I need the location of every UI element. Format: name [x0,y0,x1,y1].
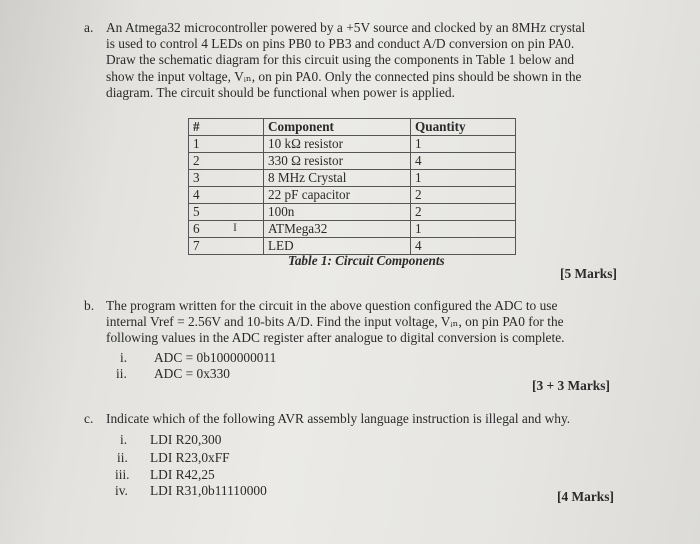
table-cell-quantity: 1 [411,136,516,153]
item-text: LDI R23,0xFF [150,450,230,465]
table-cell-quantity: 1 [411,170,516,187]
table-cell-number: 2 [189,153,264,170]
table-cell-quantity: 4 [411,238,516,255]
table-row [189,136,516,153]
item-text: ADC = 0b1000000011 [154,350,277,365]
table-cell-number: 6 [189,221,264,238]
question-c-marks: [4 Marks] [557,489,614,504]
table-row [189,153,516,170]
item-number: ii. [117,450,128,465]
question-a-marks: [5 Marks] [560,266,617,281]
question-c-line: Indicate which of the following AVR assembly language instruction is illegal and why. [106,411,571,426]
components-table [188,118,516,255]
item-text: LDI R20,300 [150,432,222,447]
table-row [189,204,516,221]
question-b-line: The program written for the circuit in the above question configured the ADC to use [106,298,558,313]
table-header-number: # [189,119,264,136]
table-cell-quantity: 2 [411,204,516,221]
table-cell-component: 330 Ω resistor [264,153,411,170]
question-b-marks: [3 + 3 Marks] [532,378,610,393]
table-cell-quantity: 4 [411,153,516,170]
table-cell-number: 3 [189,170,264,187]
table-cell-number: 5 [189,204,264,221]
question-a-line: An Atmega32 microcontroller powered by a +5V source and clocked by an 8MHz crystal [106,20,586,35]
table-cell-number: 7 [189,238,264,255]
text-cursor-icon: I [233,220,237,234]
table-caption: Table 1: Circuit Components [288,253,445,268]
table-row [189,170,516,187]
question-b-text [106,298,646,347]
question-a-line: Draw the schematic diagram for this circuit using the components in Table 1 below and [106,52,575,68]
question-a-line: diagram. The circuit should be functional when power is applied. [106,84,455,100]
table-row [189,221,516,238]
item-number: ii. [116,366,127,381]
table-cell-quantity: 2 [411,187,516,204]
table-cell-number: 4 [189,187,264,204]
question-a-label: a. [84,20,94,35]
table-cell-component: 100n [264,204,411,221]
item-number: iii. [115,467,130,482]
table-cell-quantity: 1 [411,221,516,238]
table-row [189,187,516,204]
item-text: LDI R42,25 [150,467,215,482]
item-text: ADC = 0x330 [154,366,230,381]
item-number: iv. [115,483,128,498]
item-number: i. [120,432,128,447]
table-header-component: Component [264,119,411,136]
table-cell-component: LED [264,238,411,255]
question-b-label: b. [84,298,95,313]
question-a-text [106,20,646,101]
question-b-line: following values in the ADC register after analogue to digital conversion is complete. [106,330,565,346]
table-cell-component: 10 kΩ resistor [264,136,411,153]
item-text: LDI R31,0b11110000 [150,483,267,498]
question-a-line: is used to control 4 LEDs on pins PB0 to PB3 and conduct A/D conversion on pin PA0. [106,36,575,52]
question-c-label: c. [84,411,94,426]
question-b-line: internal Vref = 2.56V and 10-bits A/D. Find the input voltage, Vᵢₙ, on pin PA0 for the [106,314,564,330]
table-header-quantity: Quantity [411,119,516,136]
question-a-line: show the input voltage, Vᵢₙ, on pin PA0. Only the connected pins should be shown in the [106,68,582,84]
table-cell-number: 1 [189,136,264,153]
table-cell-component: 22 pF capacitor [264,187,411,204]
table-cell-component: ATMega32 [264,221,411,238]
table-cell-component: 8 MHz Crystal [264,170,411,187]
item-number: i. [120,350,128,365]
table-header-row [189,119,516,136]
table-row [189,238,516,255]
